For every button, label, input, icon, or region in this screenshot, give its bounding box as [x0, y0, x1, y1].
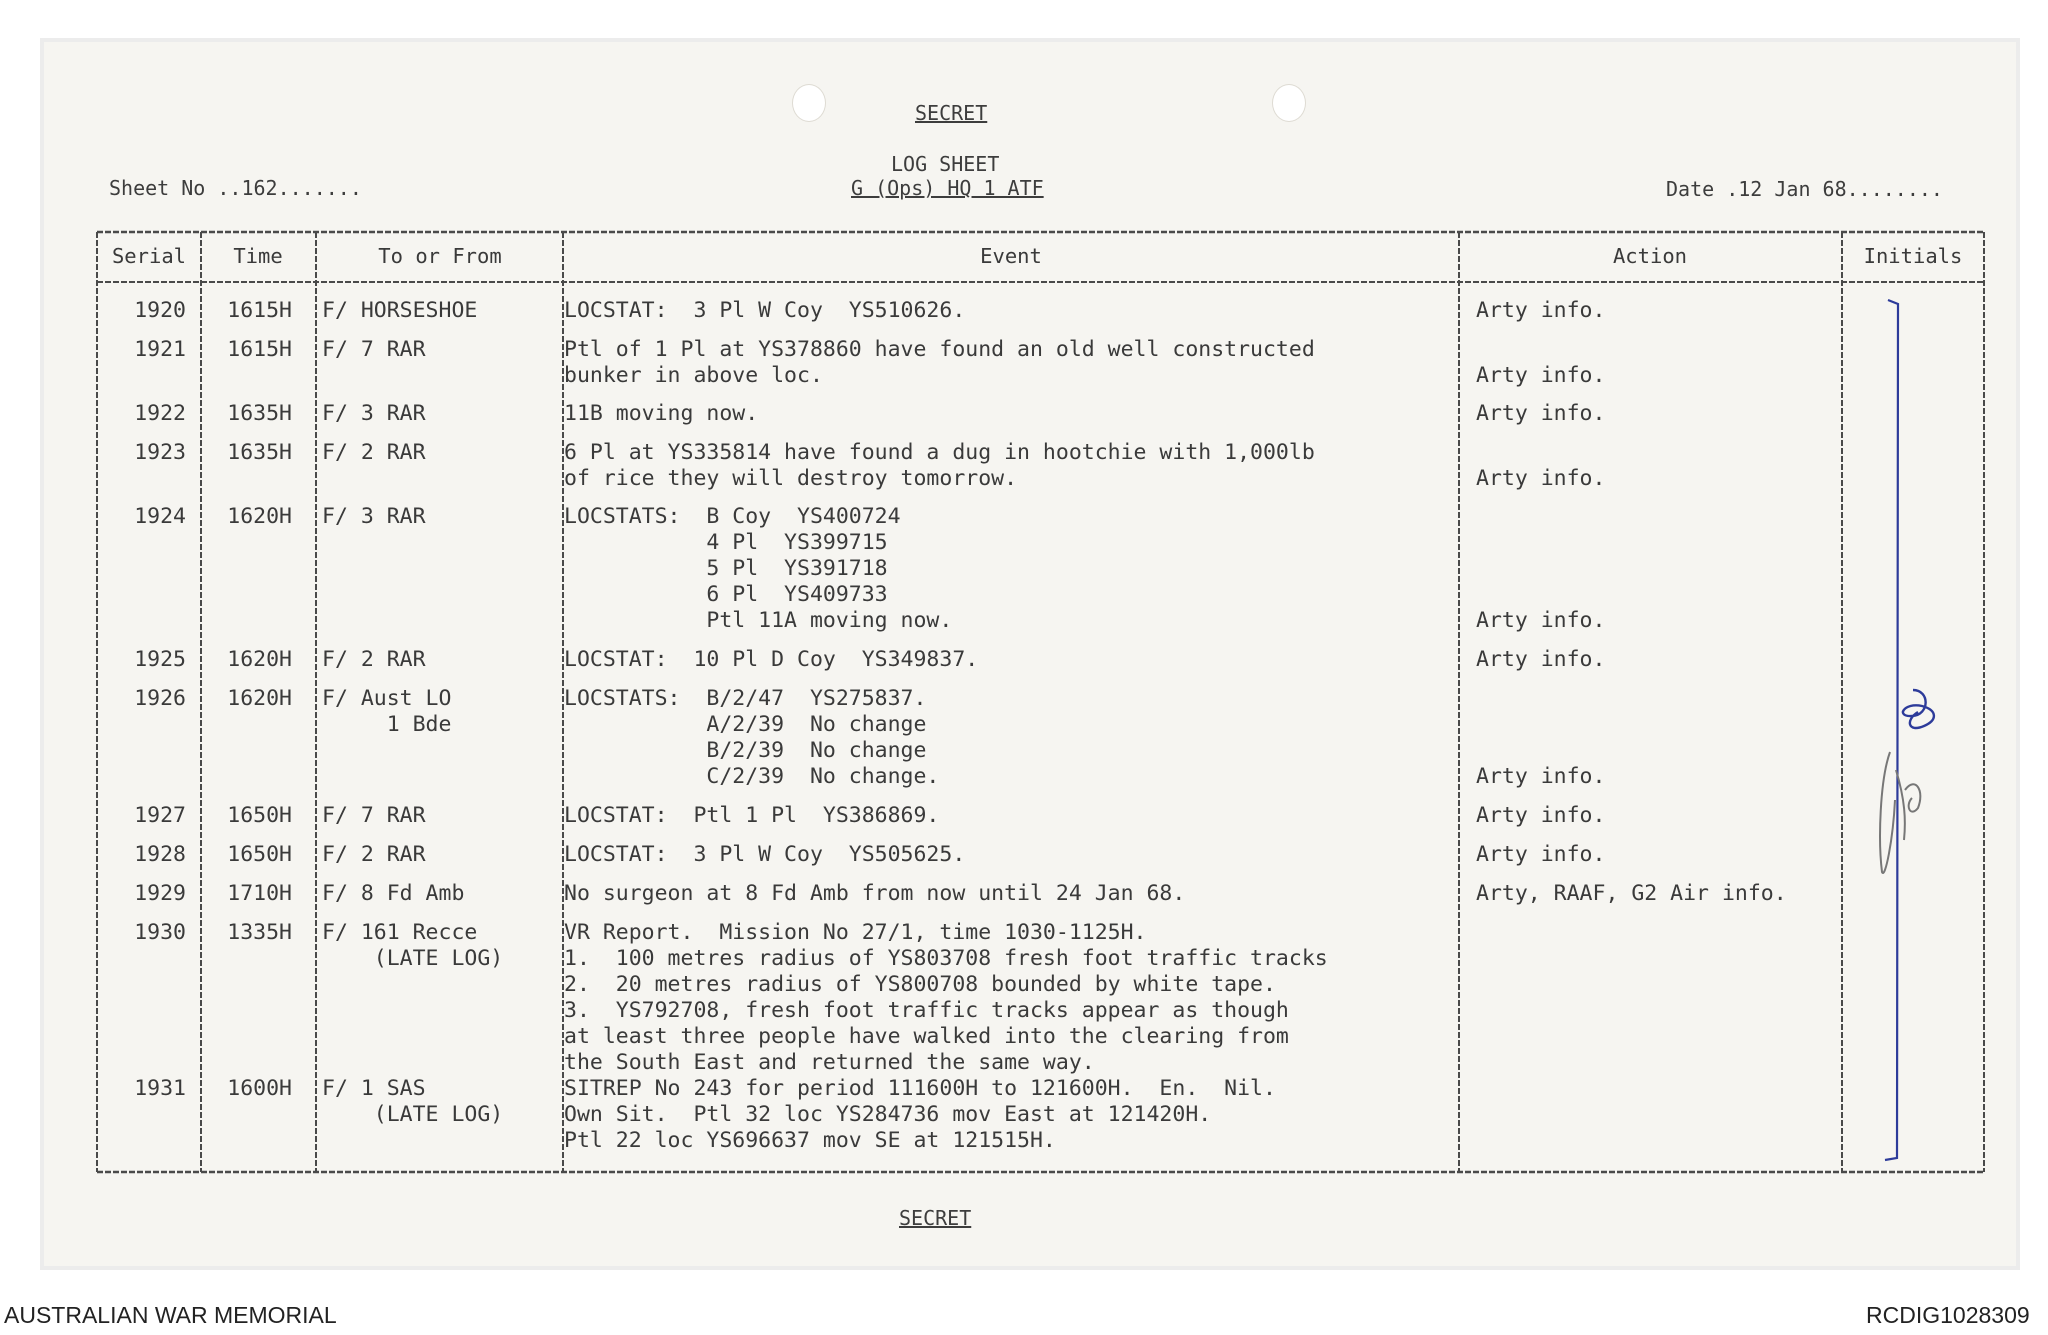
column-header: Event [980, 244, 1042, 268]
event-cell: bunker in above loc. [564, 363, 823, 388]
event-cell: the South East and returned the same way. [564, 1050, 1095, 1075]
from-cell: F/ 2 RAR [322, 647, 426, 672]
log-sheet-title: LOG SHEET [891, 152, 1000, 176]
serial-cell: 1926 [134, 686, 186, 711]
from-cell: F/ 1 SAS [322, 1076, 426, 1101]
classification-bottom: SECRET [899, 1206, 972, 1230]
time-cell: 1635H [227, 401, 292, 426]
footer-source: AUSTRALIAN WAR MEMORIAL [4, 1302, 337, 1328]
event-cell: VR Report. Mission No 27/1, time 1030-1125H. [564, 920, 1147, 945]
time-cell: 1615H [227, 298, 292, 323]
initials-bracket [1885, 300, 1898, 1160]
action-cell: Arty info. [1476, 803, 1606, 828]
sheet-number: Sheet No ..162....... [109, 176, 362, 200]
event-cell: LOCSTATS: B Coy YS400724 [564, 504, 901, 529]
event-cell: LOCSTAT: 3 Pl W Coy YS505625. [564, 842, 966, 867]
event-cell: No surgeon at 8 Fd Amb from now until 24 Jan 68. [564, 881, 1186, 906]
from-cell: (LATE LOG) [322, 946, 504, 971]
serial-cell: 1931 [134, 1076, 186, 1101]
event-cell: LOCSTAT: 3 Pl W Coy YS510626. [564, 298, 966, 323]
serial-cell: 1928 [134, 842, 186, 867]
event-cell: 3. YS792708, fresh foot traffic tracks appear as though [564, 998, 1289, 1023]
event-cell: 1. 100 metres radius of YS803708 fresh foot traffic tracks [564, 946, 1328, 971]
from-cell: F/ 3 RAR [322, 401, 426, 426]
time-cell: 1620H [227, 686, 292, 711]
initials-pencil-mark [1880, 752, 1920, 873]
from-cell: F/ 3 RAR [322, 504, 426, 529]
from-cell: F/ 8 Fd Amb [322, 881, 465, 906]
column-header: Action [1612, 244, 1688, 268]
event-cell: 6 Pl at YS335814 have found a dug in hootchie with 1,000lb [564, 440, 1315, 465]
serial-cell: 1920 [134, 298, 186, 323]
from-cell: (LATE LOG) [322, 1102, 504, 1127]
time-cell: 1710H [227, 881, 292, 906]
event-cell: LOCSTATS: B/2/47 YS275837. [564, 686, 927, 711]
event-cell: 4 Pl YS399715 [564, 530, 888, 555]
from-cell: F/ HORSESHOE [322, 298, 478, 323]
column-header: Initials [1863, 244, 1963, 268]
time-cell: 1650H [227, 803, 292, 828]
event-cell: 6 Pl YS409733 [564, 582, 888, 607]
column-header: Serial [111, 244, 187, 268]
column-header: To or From [378, 244, 502, 268]
event-cell: B/2/39 No change [564, 738, 927, 763]
serial-cell: 1924 [134, 504, 186, 529]
from-cell: F/ 7 RAR [322, 337, 426, 362]
event-cell: SITREP No 243 for period 111600H to 121600H. En. Nil. [564, 1076, 1276, 1101]
event-cell: 5 Pl YS391718 [564, 556, 888, 581]
action-cell: Arty info. [1476, 764, 1606, 789]
action-cell: Arty, RAAF, G2 Air info. [1476, 881, 1787, 906]
serial-cell: 1923 [134, 440, 186, 465]
time-cell: 1600H [227, 1076, 292, 1101]
event-cell: 11B moving now. [564, 401, 759, 426]
from-cell: 1 Bde [322, 712, 452, 737]
from-cell: F/ 2 RAR [322, 842, 426, 867]
event-cell: A/2/39 No change [564, 712, 927, 737]
event-cell: Own Sit. Ptl 32 loc YS284736 mov East at 121420H. [564, 1102, 1212, 1127]
action-cell: Arty info. [1476, 401, 1606, 426]
serial-cell: 1930 [134, 920, 186, 945]
event-cell: at least three people have walked into the clearing from [564, 1024, 1289, 1049]
event-cell: Ptl of 1 Pl at YS378860 have found an old well constructed [564, 337, 1315, 362]
time-cell: 1620H [227, 647, 292, 672]
from-cell: F/ 2 RAR [322, 440, 426, 465]
event-cell: LOCSTAT: 10 Pl D Coy YS349837. [564, 647, 979, 672]
column-header: Time [233, 244, 283, 268]
sheet-date: Date .12 Jan 68........ [1666, 177, 1943, 201]
from-cell: F/ 7 RAR [322, 803, 426, 828]
action-cell: Arty info. [1476, 647, 1606, 672]
serial-cell: 1925 [134, 647, 186, 672]
classification-top: SECRET [915, 101, 988, 125]
unit-title: G (Ops) HQ 1 ATF [851, 176, 1044, 200]
event-cell: C/2/39 No change. [564, 764, 940, 789]
from-cell: F/ Aust LO [322, 686, 452, 711]
event-cell: Ptl 22 loc YS696637 mov SE at 121515H. [564, 1128, 1056, 1153]
time-cell: 1635H [227, 440, 292, 465]
action-cell: Arty info. [1476, 363, 1606, 388]
time-cell: 1620H [227, 504, 292, 529]
from-cell: F/ 161 Recce [322, 920, 478, 945]
time-cell: 1335H [227, 920, 292, 945]
event-cell: 2. 20 metres radius of YS800708 bounded by white tape. [564, 972, 1276, 997]
time-cell: 1650H [227, 842, 292, 867]
action-cell: Arty info. [1476, 842, 1606, 867]
event-cell: Ptl 11A moving now. [564, 608, 953, 633]
event-cell: of rice they will destroy tomorrow. [564, 466, 1018, 491]
serial-cell: 1927 [134, 803, 186, 828]
serial-cell: 1921 [134, 337, 186, 362]
event-cell: LOCSTAT: Ptl 1 Pl YS386869. [564, 803, 940, 828]
action-cell: Arty info. [1476, 608, 1606, 633]
time-cell: 1615H [227, 337, 292, 362]
serial-cell: 1929 [134, 881, 186, 906]
action-cell: Arty info. [1476, 298, 1606, 323]
serial-cell: 1922 [134, 401, 186, 426]
initials-pen-mark [1903, 690, 1934, 728]
action-cell: Arty info. [1476, 466, 1606, 491]
footer-record-id: RCDIG1028309 [1866, 1302, 2030, 1328]
